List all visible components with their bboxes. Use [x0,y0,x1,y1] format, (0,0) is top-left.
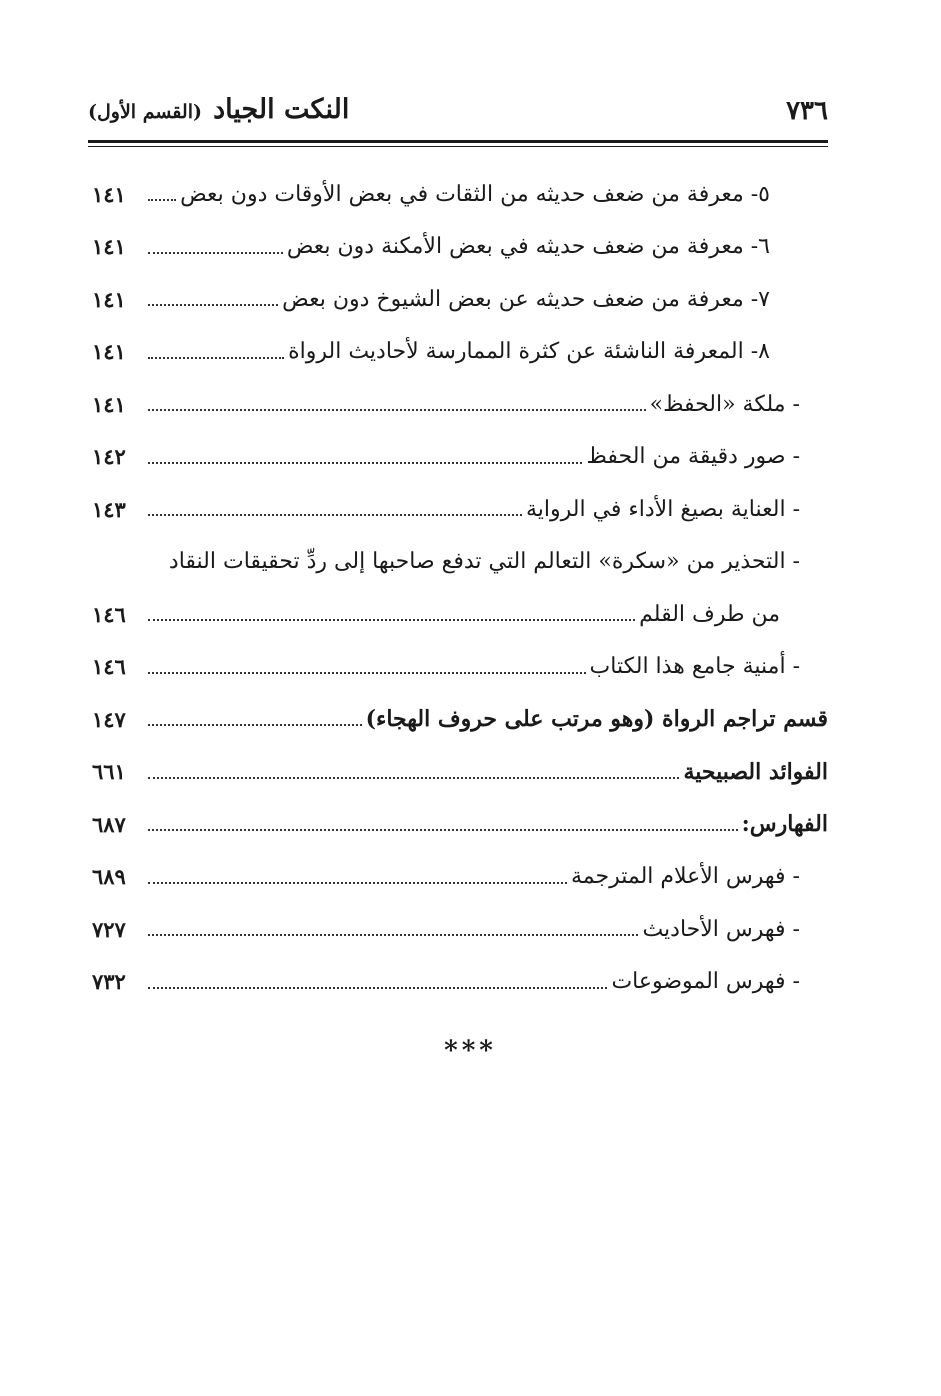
toc-dot-leader [148,409,646,411]
toc-entry-title: - أمنية جامع هذا الكتاب [589,654,800,680]
toc-dot-leader [148,987,607,989]
toc-entry [92,431,828,484]
toc-entry [92,903,828,956]
toc-entry-title: - العناية بصيغ الأداء في الرواية [525,496,800,522]
toc-entry-page: ٦٨٧ [92,811,126,837]
table-of-contents [92,168,828,1008]
toc-entry-title: - فهرس الموضوعات [611,969,800,995]
toc-entry-page: ١٤٦ [92,601,126,627]
toc-entry [92,273,828,326]
toc-entry [92,956,828,1009]
toc-entry-title: ٧- معرفة من ضعف حديثه عن بعض الشيوخ دون بعض [282,286,770,312]
toc-entry [92,798,828,851]
toc-entry-title: الفوائد الصبيحية [683,758,828,785]
toc-entry-title: من طرف القلم [639,601,780,627]
toc-entry-page: ١٤٧ [92,706,126,732]
header-rule-thick [88,140,828,143]
toc-entry [92,326,828,379]
toc-entry [92,641,828,694]
toc-entry [92,588,828,641]
toc-entry-title: - فهرس الأعلام المترجمة [570,864,800,890]
toc-entry-title: - ملكة «الحفظ» [649,391,800,417]
toc-entry [92,746,828,799]
toc-dot-leader [148,199,176,201]
toc-entry-page: ١٤٢ [92,444,126,470]
toc-entry-page: ١٤١ [92,339,126,365]
toc-entry-title: - صور دقيقة من الحفظ [586,444,800,470]
toc-entry-title: ٥- معرفة من ضعف حديثه من الثقات في بعض الأوقات دون بعض [180,181,770,207]
toc-entry-page: ٧٢٧ [92,916,126,942]
book-section: (القسم الأول) [88,101,202,123]
page-number: ٧٣٦ [786,96,828,126]
toc-entry [92,378,828,431]
toc-entry-title: - التحذير من «سكرة» التعالم التي تدفع صاحبها إلى ردِّ تحقيقات النقاد [168,549,800,575]
toc-entry-page: ١٤١ [92,286,126,312]
toc-dot-leader [148,672,586,674]
toc-entry-title: ٦- معرفة من ضعف حديثه في بعض الأمكنة دون بعض [286,234,770,260]
toc-entry [92,168,828,221]
book-title-group [88,94,349,125]
book-title: النكت الجياد [213,94,350,125]
toc-entry-title: - فهرس الأحاديث [642,916,800,942]
toc-dot-leader [148,252,283,254]
toc-dot-leader [148,724,362,726]
toc-entry [92,536,828,589]
toc-entry [92,221,828,274]
running-header [88,92,828,136]
toc-dot-leader [148,619,635,621]
toc-dot-leader [148,462,582,464]
toc-dot-leader [148,882,567,884]
toc-entry-page: ٦٦١ [92,759,126,785]
toc-entry-page: ١٤٣ [92,496,126,522]
toc-entry-page: ٧٣٢ [92,969,126,995]
toc-entry-page: ١٤١ [92,234,126,260]
toc-entry-title: ٨- المعرفة الناشئة عن كثرة الممارسة لأحاديث الرواة [288,339,770,365]
toc-entry [92,693,828,746]
toc-entry-title: قسم تراجم الرواة (وهو مرتب على حروف الهجاء) [365,706,828,733]
toc-entry [92,851,828,904]
toc-dot-leader [148,777,679,779]
toc-dot-leader [148,934,638,936]
toc-entry-title: الفهارس: [741,811,828,838]
toc-dot-leader [148,357,284,359]
toc-entry [92,483,828,536]
toc-dot-leader [148,304,278,306]
toc-entry-page: ١٤١ [92,181,126,207]
toc-entry-page: ٦٨٩ [92,864,126,890]
end-mark: *** [444,1036,497,1066]
toc-dot-leader [148,829,738,831]
toc-entry-page: ١٤١ [92,391,126,417]
toc-entry-page: ١٤٦ [92,654,126,680]
header-rule-thin [88,146,828,147]
toc-dot-leader [148,514,522,516]
